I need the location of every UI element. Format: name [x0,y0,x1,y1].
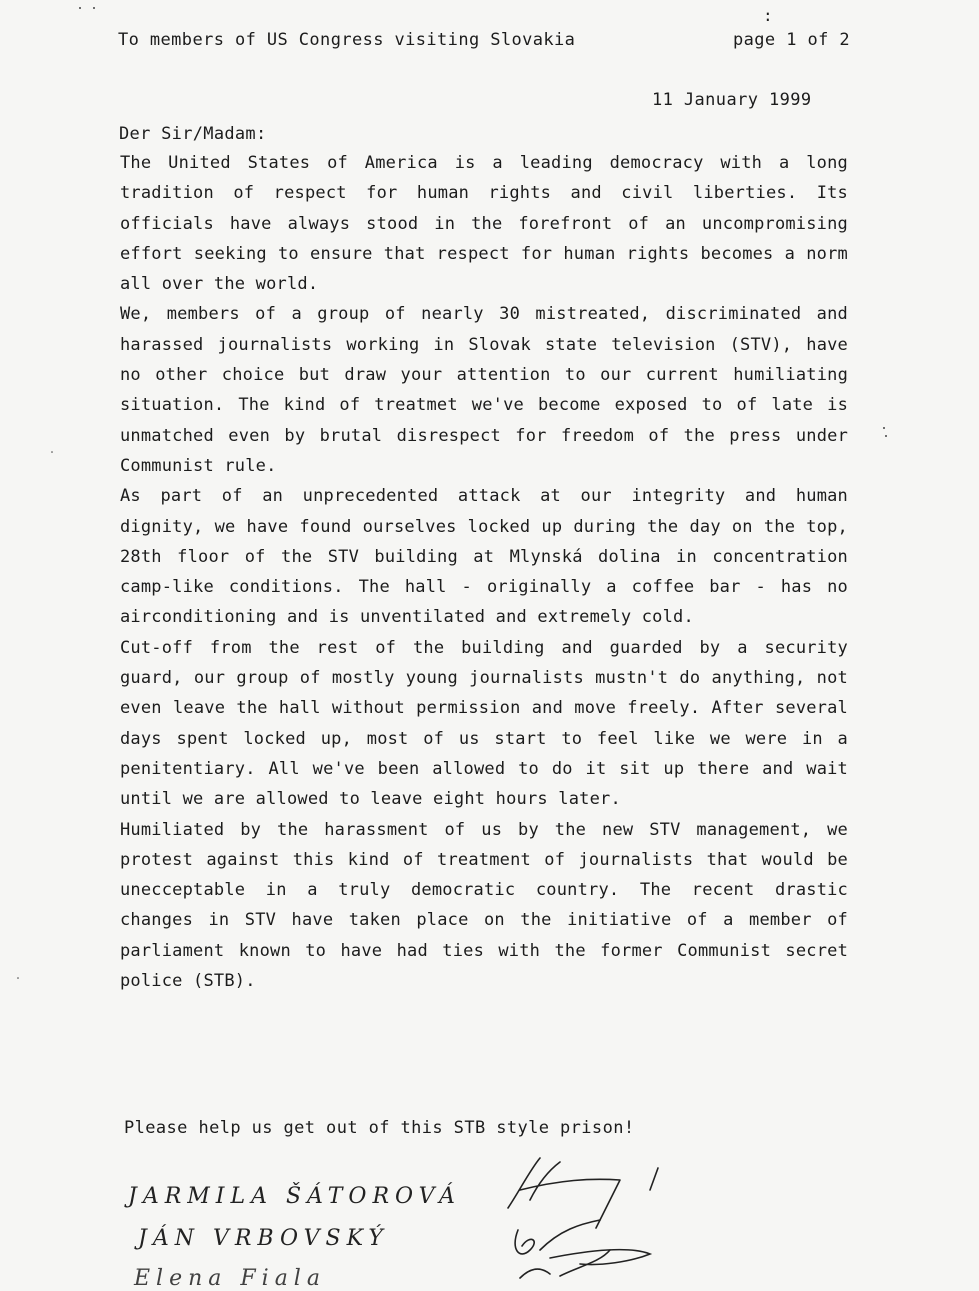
salutation: Der Sir/Madam: [119,124,267,144]
paragraph-3: As part of an unprecedented attack at our integrity and human dignity, we have found ourselves locked up during the day on the top, 28th floor of the STV building at Mlynská dolina in concentration camp-like conditions. The hall - originally a coffee bar - has no airconditioning and is unventilated and extremely cold. [120,486,848,628]
page-number: page 1 of 2 [733,30,850,50]
recipient-line: To members of US Congress visiting Slovakia [118,30,576,50]
signer-name-1: JARMILA ŠÁTOROVÁ [128,1184,461,1209]
letter-date: 11 January 1999 [652,90,812,110]
scan-mark: : [763,6,773,25]
paragraph-5: Humiliated by the harassment of us by the new STV management, we protest against this kind of treatment of journalists that would be unecceptable in a truly democratic country. The recent drastic changes in STV have taken place on the initiative of a member of parliament known to have had ties with the former Communist secret police (STB). [120,819,848,992]
signer-name-2: JÁN VRBOVSKÝ [138,1226,389,1251]
paragraph-2: We, members of a group of nearly 30 mistreated, discriminated and harassed journalists working in Slovak state television (STV), have no other choice but draw your attention to our current humiliating situation. The kind of treatmet we've become exposed to of late is unmatched even by brutal disrespect for freedom of the press under Communist rule. [120,304,848,476]
signer-name-3: Elena Fiala [134,1266,326,1291]
closing-line: Please help us get out of this STB style prison! [124,1118,635,1138]
paragraph-4: Cut-off from the rest of the building and guarded by a security guard, our group of mostly young journalists mustn't do anything, not even leave the hall without permission and move freely. After several days spent locked up, most of us start to feel like we were in a penitentiary. All we've been allowed to do it sit up there and wait until we are allowed to leave eight hours later. [120,637,848,810]
paragraph-1: The United States of America is a leading democracy with a long tradition of respect for human rights and civil liberties. Its officials have always stood in the forefront of an uncompromising effort seeking to ensure that respect for human rights becomes a norm all over the world. [120,153,848,295]
